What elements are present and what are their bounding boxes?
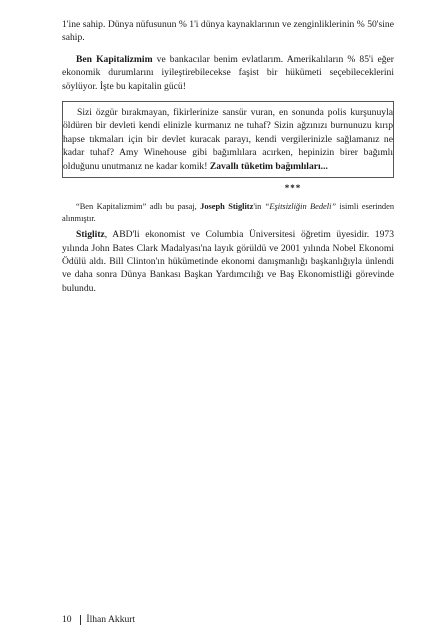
paragraph-ben-kapitalizmim [62,53,394,93]
paragraph-highlighted [62,101,394,178]
footer-divider [80,615,81,625]
author-bio [62,228,394,295]
footer-author: İlhan Akkurt [86,614,136,625]
bio-text: , ABD'li ekonomist ve Columbia Üniversitesi öğretim üyesidir. 1973 yılında John Bates Clark Madalyası'na layık görüldü ve 2001 yılında Nobel Ekonomi Ödülü aldı. Bill Clinton'ın hükümetinde ekonomi danışmanlığı başkanlığıyla ünlendi ve daha sonra Dünya Bankası Başkan Yardımcılığı ve Baş Ekonomistliği görevinde bulundu. [62,229,394,294]
quote-source-note [62,201,394,224]
page-number: 10 [62,614,72,625]
paragraph-continuation [62,18,394,45]
source-text: “Ben Kapitalizmim” adlı bu pasaj, [76,202,201,212]
paragraph-continuation-text: 1'ine sahip. Dünya nüfusunun % 1'i dünya kaynaklarının ve zenginliklerinin % 50'sine sahip. [62,19,394,44]
bio-name-bold: Stiglitz [76,229,105,241]
source-text: 'in [253,202,265,212]
source-book-title: “Eşitsizliğin Bedeli” [264,202,337,212]
paragraph-closing-bold: Zavallı tüketim bağımlıları... [209,160,328,172]
paragraph-body: ve bankacılar benim evlatlarım. Amerikalıların % 85'i eğer ekonomik durumlarını iyileştirebilecekse faşist bir hükümeti seçebileceklerini söylüyor. İşte bu kapitalin gücü! [62,53,394,92]
section-separator: *** [284,183,302,194]
paragraph-lead-bold: Ben Kapitalizmim [76,53,153,65]
paragraph-body: Sizi özgür bırakmayan, fikirlerinize sansür vuran, en sonunda polis kurşunuyla öldüren bir devleti kendi elinizle kurmanız ne tuhaf? Sizin ağzınızı burnunuzu kırıp hapse tıkmaları için bir devlet kuracak parayı, kendi vergilerinizle sağlamanız ne kadar tuhaf? Amy Winehouse gibi bağımlılara acırken, hepinizin birer bağımlı olduğunu unutmanız ne kadar komik! [63,107,393,172]
source-text: isimli eserinden alınmıştır. [62,202,395,223]
page-footer [62,614,135,625]
page-body [62,18,394,295]
source-author-bold: Joseph Stiglitz [200,202,254,212]
